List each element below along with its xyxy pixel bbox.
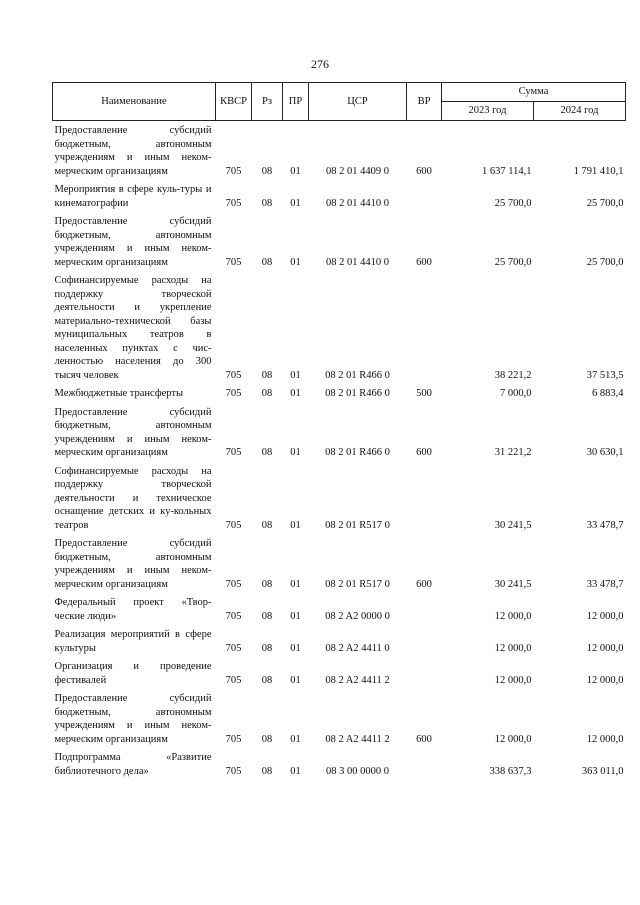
row-vr: 600: [416, 256, 432, 268]
row-sum-2024: 6 883,4: [592, 388, 624, 399]
row-sum-2024: 25 700,0: [586, 197, 624, 209]
row-csr: 08 2 01 4409 0: [326, 165, 389, 177]
row-sum-2024: 25 700,0: [586, 256, 624, 268]
row-sum-2024: 37 513,5: [586, 369, 624, 381]
row-name: Реализация мероприятий в сфере культуры: [54, 629, 212, 654]
row-rz: 08: [261, 642, 273, 654]
row-csr: 08 2 01 R466 0: [325, 388, 390, 399]
row-sum-2024: 33 478,7: [586, 578, 624, 590]
table-row: [53, 180, 626, 212]
header-pr: ПР: [283, 83, 309, 121]
row-kvsr: 705: [225, 519, 242, 531]
row-sum-2024: 12 000,0: [586, 674, 624, 686]
row-csr: 08 2 01 4410 0: [326, 197, 389, 209]
row-sum-2023: 30 241,5: [494, 519, 532, 531]
row-kvsr: 705: [225, 642, 242, 654]
row-rz: 08: [261, 165, 273, 177]
row-csr: 08 2 01 R517 0: [325, 519, 390, 531]
header-year-2023: 2023 год: [442, 102, 534, 121]
row-sum-2023: 30 241,5: [494, 578, 532, 590]
row-sum-2023: 12 000,0: [494, 610, 532, 622]
row-csr: 08 2 01 R517 0: [325, 578, 390, 590]
row-vr: [407, 625, 442, 657]
row-csr: 08 2 01 R466 0: [325, 369, 390, 381]
row-vr: 600: [416, 578, 432, 590]
row-kvsr: 705: [225, 369, 242, 381]
header-sum: Сумма: [442, 83, 626, 102]
row-sum-2023: 25 700,0: [494, 197, 532, 209]
row-pr: 01: [290, 369, 301, 381]
row-rz: 08: [261, 578, 273, 590]
table-row: [53, 384, 626, 403]
row-name: Предоставление субсидий бюджетным, автономным учреждениям и иным неком-мерческим организациям: [54, 216, 212, 268]
table-row: [53, 212, 626, 271]
row-vr: [407, 271, 442, 384]
table-row: [53, 271, 626, 384]
row-sum-2024: 30 630,1: [586, 447, 624, 458]
row-vr: [407, 748, 442, 780]
row-csr: 08 2 01 R466 0: [325, 447, 390, 458]
row-vr: [407, 593, 442, 625]
row-rz: 08: [261, 388, 273, 399]
row-csr: 08 2 A2 4411 0: [325, 642, 390, 654]
budget-table-container: [52, 82, 625, 780]
row-kvsr: 705: [225, 765, 242, 777]
row-kvsr: 705: [225, 447, 242, 458]
row-pr: 01: [290, 197, 301, 209]
row-pr: 01: [290, 256, 301, 268]
row-sum-2023: 12 000,0: [494, 642, 532, 654]
row-rz: 08: [261, 519, 273, 531]
row-kvsr: 705: [225, 165, 242, 177]
row-kvsr: 705: [225, 610, 242, 622]
row-kvsr: 705: [225, 197, 242, 209]
row-sum-2023: 38 221,2: [494, 369, 532, 381]
header-kvsr: КВСР: [216, 83, 252, 121]
row-csr: 08 2 A2 4411 2: [325, 674, 390, 686]
budget-table: [52, 82, 626, 780]
header-vr: ВР: [407, 83, 442, 121]
row-sum-2023: 12 000,0: [494, 733, 532, 745]
row-vr: [407, 657, 442, 689]
row-sum-2024: 12 000,0: [586, 733, 624, 745]
row-name: Предоставление субсидий бюджетным, автономным учреждениям и иным неком-мерческим организациям: [54, 406, 212, 458]
table-row: [53, 593, 626, 625]
row-sum-2023: 25 700,0: [494, 256, 532, 268]
row-name: Подпрограмма «Развитие библиотечного дела»: [54, 752, 212, 777]
row-pr: 01: [290, 765, 301, 777]
row-sum-2023: 12 000,0: [494, 674, 532, 686]
table-row: [53, 748, 626, 780]
header-rz: Рз: [252, 83, 283, 121]
row-pr: 01: [290, 519, 301, 531]
row-pr: 01: [290, 674, 301, 686]
row-csr: 08 2 01 4410 0: [326, 256, 389, 268]
row-vr: [407, 462, 442, 535]
table-row: [53, 534, 626, 593]
table-row: [53, 403, 626, 462]
table-row: [53, 625, 626, 657]
row-rz: 08: [261, 369, 273, 381]
row-rz: 08: [261, 733, 273, 745]
row-sum-2023: 1 637 114,1: [482, 165, 532, 177]
header-name: Наименование: [53, 83, 216, 121]
row-pr: 01: [290, 610, 301, 622]
row-sum-2023: 31 221,2: [494, 447, 532, 458]
row-rz: 08: [261, 447, 273, 458]
row-name: Софинансируемые расходы на поддержку творческой деятельности и техническое оснащение детских и ку-кольных театров: [54, 465, 212, 531]
row-csr: 08 3 00 0000 0: [326, 765, 389, 777]
table-row: [53, 657, 626, 689]
row-sum-2024: 33 478,7: [586, 519, 624, 531]
row-rz: 08: [261, 197, 273, 209]
header-year-2024: 2024 год: [534, 102, 626, 121]
row-kvsr: 705: [225, 256, 242, 268]
row-name: Предоставление субсидий бюджетным, автономным учреждениям и иным неком-мерческим организациям: [54, 125, 212, 177]
row-sum-2024: 1 791 410,1: [573, 165, 624, 177]
row-sum-2024: 363 011,0: [581, 765, 624, 777]
table-body: [53, 121, 626, 781]
row-name: Федеральный проект «Твор-ческие люди»: [54, 597, 212, 622]
row-rz: 08: [261, 256, 273, 268]
header-csr: ЦСР: [309, 83, 407, 121]
row-rz: 08: [261, 674, 273, 686]
table-header: [53, 83, 626, 121]
table-row: [53, 689, 626, 748]
row-pr: 01: [290, 165, 301, 177]
row-kvsr: 705: [225, 388, 242, 399]
row-name: Мероприятия в сфере куль-туры и кинематографии: [54, 184, 212, 209]
row-rz: 08: [261, 610, 273, 622]
row-csr: 08 2 A2 4411 2: [325, 733, 390, 745]
table-row: [53, 462, 626, 535]
row-vr: [407, 180, 442, 212]
row-pr: 01: [290, 578, 301, 590]
row-sum-2024: 12 000,0: [586, 642, 624, 654]
row-sum-2023: 338 637,3: [489, 765, 532, 777]
row-vr: 500: [416, 388, 432, 399]
row-sum-2024: 12 000,0: [586, 610, 624, 622]
row-sum-2023: 7 000,0: [500, 388, 532, 399]
row-pr: 01: [290, 733, 301, 745]
row-name: Предоставление субсидий бюджетным, автономным учреждениям и иным неком-мерческим организациям: [54, 693, 212, 745]
row-csr: 08 2 A2 0000 0: [325, 610, 390, 622]
row-pr: 01: [290, 447, 301, 458]
row-vr: 600: [416, 165, 432, 177]
row-pr: 01: [290, 642, 301, 654]
row-kvsr: 705: [225, 578, 242, 590]
page-number: 276: [311, 57, 329, 71]
row-kvsr: 705: [225, 674, 242, 686]
row-vr: 600: [416, 733, 432, 745]
row-vr: 600: [416, 447, 432, 458]
row-name: Софинансируемые расходы на поддержку творческой деятельности и укрепление материально-технической базы муниципальных театров в населенных пунктах с чис-ленностью населения до 300 тысяч человек: [54, 275, 212, 381]
table-row: [53, 121, 626, 181]
row-name: Предоставление субсидий бюджетным, автономным учреждениям и иным неком-мерческим организациям: [54, 538, 212, 590]
row-pr: 01: [290, 388, 301, 399]
row-name: Организация и проведение фестивалей: [54, 661, 212, 686]
row-rz: 08: [261, 765, 273, 777]
row-kvsr: 705: [225, 733, 242, 745]
row-name: Межбюджетные трансферты: [54, 388, 184, 399]
